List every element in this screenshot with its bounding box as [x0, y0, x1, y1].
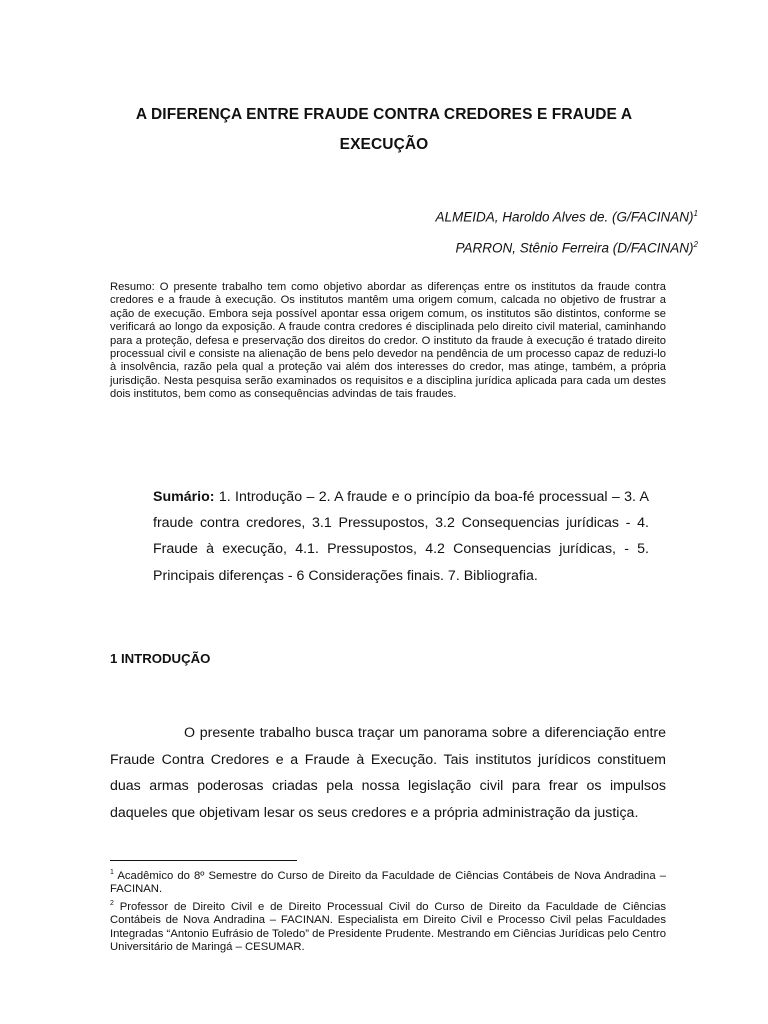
author-name: ALMEIDA, Haroldo Alves de. (G/FACINAN): [435, 209, 694, 225]
footnotes: [110, 866, 666, 955]
summary-label: Sumário:: [153, 489, 215, 505]
summary-paragraph: [153, 484, 649, 589]
footnote-divider: [110, 860, 297, 861]
footnote-item: [110, 897, 666, 955]
intro-paragraph: O presente trabalho busca traçar um panorama sobre a diferenciação entre Fraude Contra Credores e a Fraude à Execução. Tais institutos jurídicos constituem duas armas poderosas criadas pela nossa legislação civil para frear os impulsos daqueles que objetivam lesar os seus credores e a própria administração da justiça.: [110, 725, 666, 821]
footnote-marker: 2: [110, 899, 114, 907]
author-line: [435, 200, 698, 231]
footnote-marker: 2: [693, 239, 698, 249]
author-line: [435, 231, 698, 262]
document-title: [100, 100, 668, 160]
footnote-item: [110, 866, 666, 897]
section-heading: 1 INTRODUÇÃO: [110, 651, 211, 666]
footnote-text: Professor de Direito Civil e de Direito Processual Civil do Curso de Direito da Faculdade de Ciências Contábeis de Nova Andradina – FACINAN. Especialista em Direito Civil e Processo Civil pelas Faculdades Integradas “Antonio Eufrásio de Toledo” de Presidente Prudente. Mestrando em Ciências Jurídicas pelo Centro Universitário de Maringá – CESUMAR.: [110, 900, 666, 954]
author-name: PARRON, Stênio Ferreira (D/FACINAN): [455, 240, 694, 255]
footnote-marker: 1: [110, 869, 114, 876]
author-list: [435, 200, 698, 261]
abstract-paragraph: Resumo: O presente trabalho tem como objetivo abordar as diferenças entre os institutos da fraude contra credores e a fraude à execução. Os institutos mantêm uma origem comum, calcada no objetivo de frustrar a ação de execução. Embora seja possível apontar essa origem comum, os institutos são distintos, conforme se verificará ao longo da exposição. A fraude contra credores é disciplinada pelo direito civil material, caminhando para a proteção, defesa e preservação dos direitos do credor. O instituto da fraude à execução é tratado direito processual civil e consiste na alienação de bens pelo devedor na pendência de um processo capaz de reduzi-lo à insolvência, razão pela qual a proteção vai além dos interesses do credor, mas atinge, também, a própria jurisdição. Nesta pesquisa serão examinados os requisitos e a disciplina jurídica aplicada para cada um destes dois institutos, bem como as consequências advindas de tais fraudes.: [110, 281, 666, 401]
footnote-marker: 1: [693, 209, 698, 218]
title-line-2: EXECUÇÃO: [339, 136, 429, 153]
footnote-text: Acadêmico do 8º Semestre do Curso de Direito da Faculdade de Ciências Contábeis de Nova Andradina – FACINAN.: [110, 869, 666, 896]
summary-text: 1. Introdução – 2. A fraude e o princípio da boa-fé processual – 3. A fraude contra credores, 3.1 Pressupostos, 3.2 Consequencias jurídicas - 4. Fraude à execução, 4.1. Pressupostos, 4.2 Consequencias jurídicas, - 5. Principais diferenças - 6 Considerações finais. 7. Bibliografia.: [153, 489, 649, 584]
title-line-1: A DIFERENÇA ENTRE FRAUDE CONTRA CREDORES E FRAUDE A: [135, 106, 633, 123]
